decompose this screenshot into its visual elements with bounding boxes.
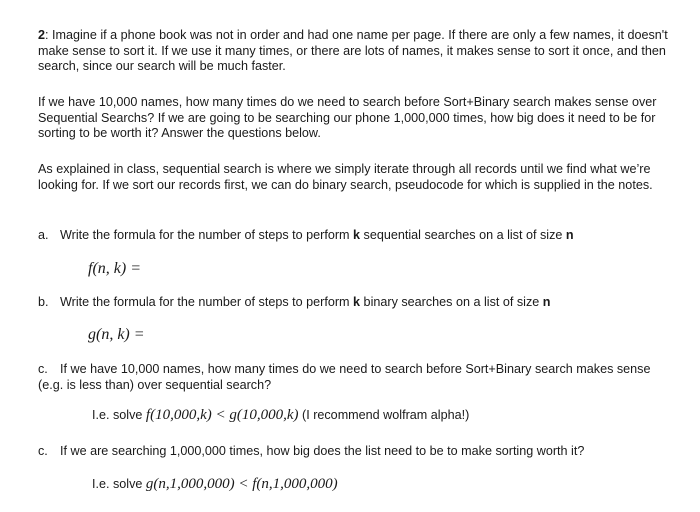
solve-first-suffix: (I recommend wolfram alpha!) <box>298 408 470 422</box>
item-a-bold-n: n <box>565 228 574 242</box>
item-b-marker: b. <box>38 295 49 309</box>
item-b-text-before: Write the formula for the number of steps to perform <box>60 295 354 309</box>
question-paragraph: If we have 10,000 names, how many times do we need to search before Sort+Binary search makes sense over Sequential Searchs? If we are going to be searching our phone 1,000,000 times, how big does it need to be for sorting to be worth it? Answer the questions below. <box>38 95 657 141</box>
formula-f: f(n, k) = <box>88 260 141 277</box>
item-c-second-text: If we are searching 1,000,000 times, how big does the list need to be to make sorting worth it? <box>60 444 585 458</box>
solve-first-expression: f(10,000,k) < g(10,000,k) <box>145 407 299 423</box>
solve-second-prefix: I.e. solve <box>92 477 146 491</box>
item-a-marker: a. <box>38 228 49 242</box>
formula-g: g(n, k) = <box>88 326 145 343</box>
item-a <box>38 228 678 244</box>
intro-paragraph <box>38 28 678 75</box>
solve-first-prefix: I.e. solve <box>92 408 146 422</box>
solve-line-second <box>92 475 338 493</box>
intro-text: : Imagine if a phone book was not in order and had one name per page. If there are only a few names, it doesn't make sense to sort it. If we use it many times, or there are lots of names, it makes sense to sort it once, and then search, since our search will be much faster. <box>38 28 668 74</box>
item-b <box>38 295 678 311</box>
explanation-paragraph: As explained in class, sequential search is where we simply iterate through all records until we find what we’re looking for. If we sort our records first, we can do binary search, pseudocode for which is supplied in the notes. <box>38 162 653 192</box>
item-c-second <box>38 444 678 460</box>
item-b-bold-k: k <box>353 295 361 309</box>
item-c-first-text: If we have 10,000 names, how many times do we need to search before Sort+Binary search makes sense (e.g. is less than) over sequential search? <box>38 362 651 392</box>
item-b-text-middle: binary searches on a list of size <box>360 295 543 309</box>
item-a-bold-k: k <box>353 228 361 242</box>
item-c-second-marker: c. <box>38 444 48 458</box>
solve-second-expression: g(n,1,000,000) < f(n,1,000,000) <box>145 476 338 492</box>
item-a-text-before: Write the formula for the number of steps to perform <box>60 228 354 242</box>
item-c-first <box>38 362 678 393</box>
item-b-bold-n: n <box>542 295 551 309</box>
item-a-text-middle: sequential searches on a list of size <box>360 228 566 242</box>
solve-line-first <box>92 406 469 424</box>
question-number: 2 <box>38 28 46 42</box>
item-c-first-marker: c. <box>38 362 48 376</box>
